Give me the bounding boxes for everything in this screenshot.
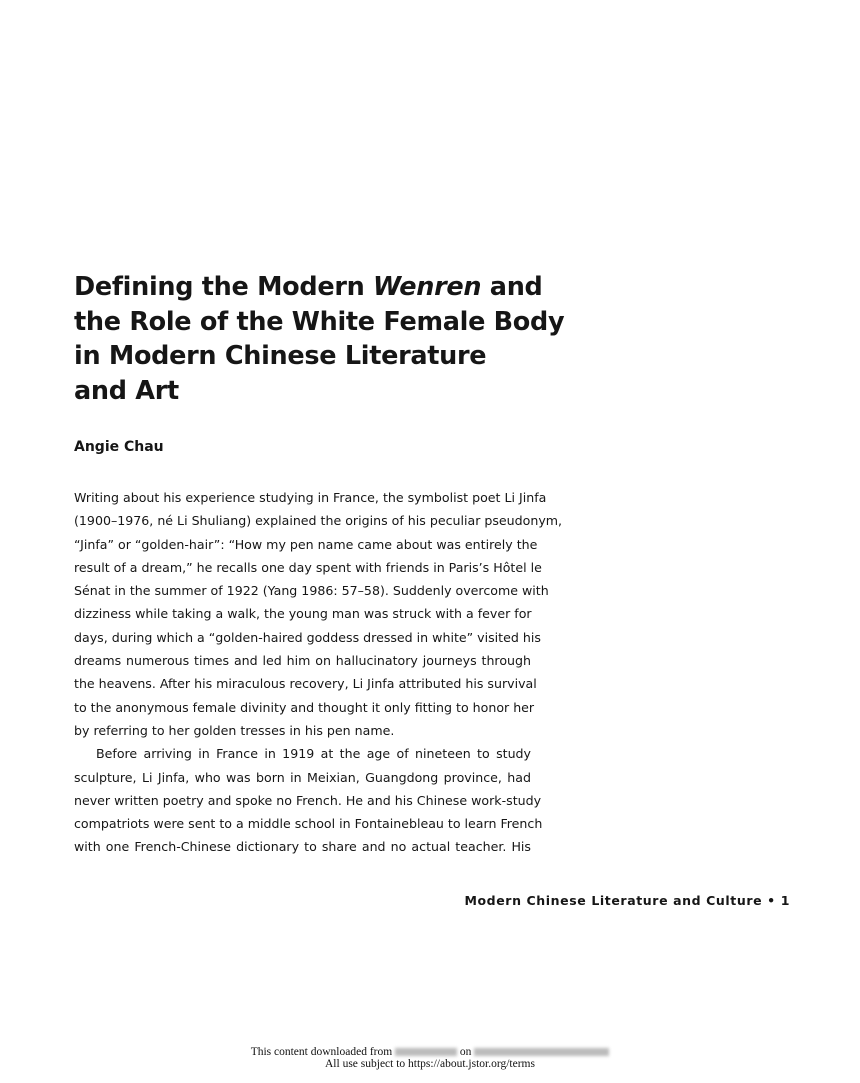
text-line: “Jinfa” or “golden-hair”: “How my pen name came about was entirely the xyxy=(74,536,538,552)
text-line: days, during which a “golden-haired goddess dressed in white” visited his xyxy=(74,629,541,645)
download-text: on xyxy=(457,1046,475,1058)
text-line: never written poetry and spoke no French. He and his Chinese work-study xyxy=(74,792,542,808)
text-line: with one French-Chinese dictionary to share and no actual teacher. His xyxy=(74,839,531,855)
paragraph xyxy=(74,742,543,858)
title-text: and xyxy=(481,272,543,302)
title-line: the Role of the White Female Body xyxy=(74,306,565,337)
text-line: dreams numerous times and led him on hallucinatory journeys through xyxy=(74,653,531,669)
author-name: Angie Chau xyxy=(74,439,164,455)
text-line: the heavens. After his miraculous recovery, Li Jinfa attributed his survival xyxy=(74,676,537,692)
redacted-date xyxy=(474,1048,609,1056)
title-line: and Art xyxy=(74,375,179,406)
title-text: Defining the Modern xyxy=(74,272,374,302)
text-line: compatriots were sent to a middle school in Fontainebleau to learn French xyxy=(74,816,543,832)
text-line: result of a dream,” he recalls one day spent with friends in Paris’s Hôtel le xyxy=(74,559,542,575)
title-line: in Modern Chinese Literature xyxy=(74,341,487,371)
text-line: Before arriving in France in 1919 at the age of nineteen to study xyxy=(96,746,531,762)
title-italic-word: Wenren xyxy=(373,272,482,302)
article-body xyxy=(74,486,563,859)
redacted-ip xyxy=(395,1048,457,1056)
download-notice xyxy=(0,1046,860,1070)
article-title xyxy=(74,270,594,408)
text-line: Sénat in the summer of 1922 (Yang 1986: 57–58). Suddenly overcome with xyxy=(74,583,549,599)
text-line: by referring to her golden tresses in his pen name. xyxy=(74,722,395,738)
running-footer: Modern Chinese Literature and Culture • 1 xyxy=(464,893,790,908)
text-line: Writing about his experience studying in France, the symbolist poet Li Jinfa xyxy=(74,490,547,505)
paragraph xyxy=(74,486,563,742)
text-line: dizziness while taking a walk, the young man was struck with a fever for xyxy=(74,606,532,622)
text-line: sculpture, Li Jinfa, who was born in Meixian, Guangdong province, had xyxy=(74,769,531,785)
text-line: (1900–1976, né Li Shuliang) explained the origins of his peculiar pseudonym, xyxy=(74,513,563,529)
text-line: to the anonymous female divinity and thought it only fitting to honor her xyxy=(74,699,535,715)
download-text: This content downloaded from xyxy=(250,1046,396,1058)
terms-text: All use subject to https://about.jstor.org/terms xyxy=(325,1058,535,1070)
